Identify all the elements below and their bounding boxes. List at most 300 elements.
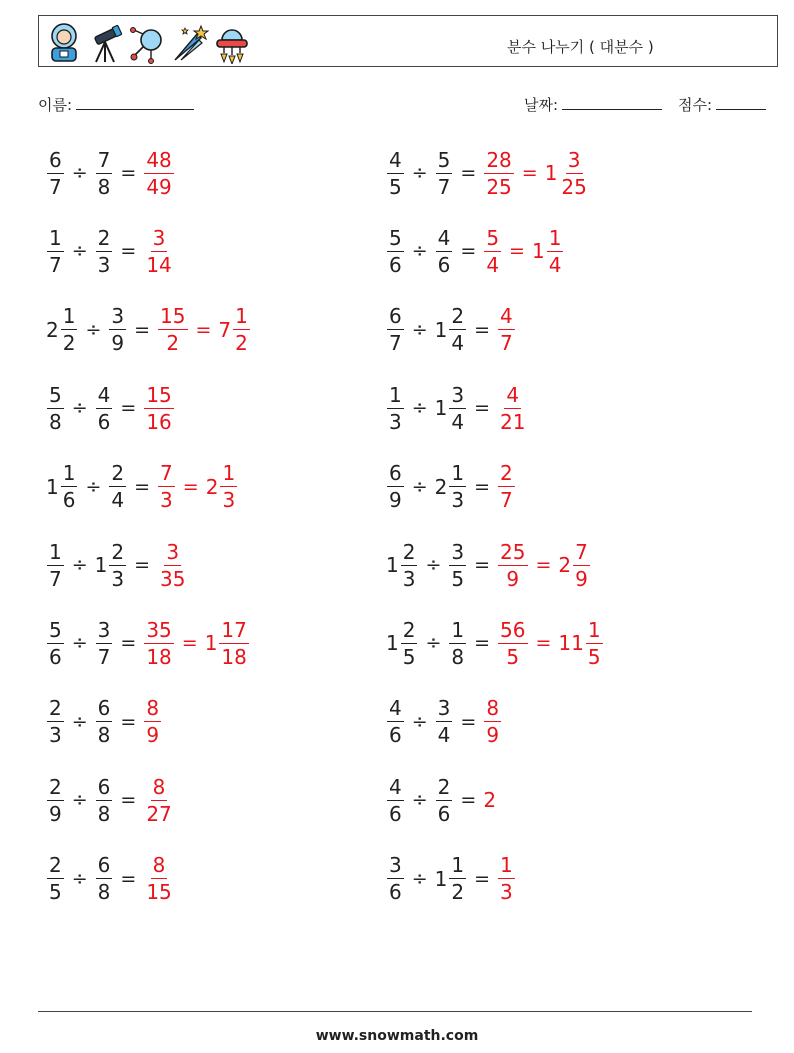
answer-mixed-denominator: 9 [575,566,588,591]
divisor-fraction [96,225,113,277]
equals-sign: = [120,162,137,184]
problem-10 [386,452,516,522]
divisor [434,461,467,513]
answer [143,147,174,199]
dividend-fraction [61,461,78,513]
answer-fraction [484,225,501,277]
answer-denominator: 15 [146,880,172,905]
equals-sign: = [460,162,477,184]
problem-2 [386,138,590,208]
divisor-whole: 2 [434,474,448,499]
equals-sign: = [474,318,491,341]
dividend-numerator: 2 [49,774,62,799]
divisor [95,774,114,826]
dividend-denominator: 6 [389,880,402,905]
equals-sign-mixed: = [521,162,538,184]
divisor-numerator: 1 [451,617,465,642]
equals-sign-mixed: = [182,475,199,498]
divisor [435,696,454,748]
equals-sign-mixed: = [535,632,552,655]
divisor-numerator: 1 [451,853,465,878]
answer-whole: 2 [483,788,497,813]
answer-denominator: 7 [500,331,513,356]
answer-mixed-whole: 2 [558,553,572,577]
answer-numerator: 1 [500,853,513,878]
answer-mixed [558,617,603,669]
answer-denominator: 7 [500,488,513,513]
dividend-fraction [47,382,64,434]
divisor-denominator: 8 [97,801,111,826]
equals-sign: = [120,397,137,420]
answer-mixed-whole: 7 [218,317,232,342]
divisor-denominator: 4 [437,723,451,748]
answer-mixed-denominator: 2 [235,331,248,356]
answer-mixed-fraction [219,617,248,669]
comet-icon [171,20,209,64]
problem-1 [46,138,175,208]
divisor-fraction [449,461,466,513]
footer-url: www.snowmath.com [315,1028,479,1044]
dividend-numerator: 2 [49,696,62,721]
answer-numerator: 3 [166,539,180,564]
dividend-numerator: 1 [49,225,62,250]
divisor-whole: 1 [434,866,448,891]
satellite-icon [129,20,167,64]
score-blank[interactable] [716,95,766,110]
answer-mixed-fraction [573,539,590,591]
dividend-fraction [387,304,404,356]
answer [497,304,516,356]
answer-denominator: 9 [506,566,520,591]
divisor-whole: 1 [94,553,108,577]
problem-3 [46,216,175,286]
divisor-numerator: 2 [451,304,465,329]
answer-mixed-whole: 11 [558,631,584,656]
divisor-denominator: 8 [451,644,465,669]
divisor [94,539,127,591]
equals-sign-mixed: = [509,240,525,263]
problem-4 [386,216,564,286]
equals-sign: = [460,789,477,812]
divisor-denominator: 4 [111,488,125,513]
divisor-fraction [449,539,466,591]
dividend-numerator: 4 [389,696,402,721]
dividend [386,304,405,356]
answer-denominator: 16 [146,409,172,434]
dividend-numerator: 4 [389,774,402,799]
answer-mixed-fraction [547,225,564,277]
divisor-fraction [436,147,453,199]
divisor-fraction [109,461,126,513]
header-box [38,15,778,67]
equals-sign: = [474,867,491,890]
divisor-denominator: 8 [97,174,111,199]
divisor [448,617,467,669]
dividend-numerator: 4 [389,147,402,172]
answer-denominator: 14 [146,252,172,277]
divisor [95,147,114,199]
dividend [386,147,405,199]
answer-mixed [218,304,250,356]
dividend-numerator: 1 [62,304,76,329]
divisor-denominator: 3 [451,488,465,513]
answer-numerator: 8 [152,774,166,799]
answer-fraction [498,853,515,905]
answer-denominator: 18 [146,644,172,669]
dividend-numerator: 2 [49,853,62,878]
divide-sign: ÷ [71,397,88,420]
answer-fraction [158,304,187,356]
answer [143,696,162,748]
divisor-denominator: 7 [437,174,451,199]
answer-denominator: 9 [146,723,160,748]
answer-mixed-denominator: 3 [222,488,236,513]
score-label: 점수: [678,96,713,114]
divisor-fraction [96,617,113,669]
answer-mixed-whole: 1 [544,161,558,185]
dividend-denominator: 6 [389,252,402,277]
answer [497,382,528,434]
dividend-denominator: 7 [389,331,402,356]
answer-fraction [498,539,527,591]
problem-7 [46,373,175,443]
answer [157,539,188,591]
divisor-numerator: 5 [437,147,451,172]
answer-numerator: 56 [500,617,526,642]
dividend-numerator: 5 [49,382,62,407]
answer-denominator: 4 [486,252,500,277]
dividend-numerator: 2 [402,539,416,564]
worksheet-title: 분수 나누기 ( 대분수 ) [507,38,654,56]
dividend [46,853,65,905]
answer-numerator: 7 [160,461,173,486]
answer [143,382,174,434]
answer-numerator: 4 [500,304,513,329]
divide-sign: ÷ [411,240,428,263]
answer [483,225,502,277]
dividend-whole: 1 [46,474,59,499]
divisor-fraction [96,696,113,748]
divisor-fraction [96,853,113,905]
equals-sign: = [460,240,477,263]
answer [497,853,516,905]
answer-denominator: 27 [146,801,172,826]
answer-mixed-fraction [233,304,250,356]
divisor [95,853,114,905]
dividend-denominator: 8 [49,409,62,434]
divisor-denominator: 6 [437,252,451,277]
answer-fraction [144,853,173,905]
dividend [386,696,405,748]
divisor [95,617,114,669]
divisor [435,147,454,199]
dividend [386,853,405,905]
answer-mixed [204,617,250,669]
answer [143,617,174,669]
answer-mixed-numerator: 1 [222,461,236,486]
divisor-numerator: 3 [451,382,465,407]
divisor [435,225,454,277]
divide-sign: ÷ [411,710,428,733]
answer [143,225,174,277]
divisor-fraction [449,304,466,356]
divisor [108,304,127,356]
equals-sign: = [120,632,137,655]
answer [497,617,528,669]
divisor-denominator: 8 [97,880,111,905]
divisor [95,225,114,277]
dividend-numerator: 1 [62,461,76,486]
divisor-fraction [109,304,126,356]
answer-fraction [498,304,515,356]
problem-9 [46,452,238,522]
answer-mixed-numerator: 1 [548,225,562,250]
dividend-whole: 1 [386,631,399,656]
dividend-fraction [401,617,418,669]
answer-denominator: 3 [500,880,513,905]
answer-mixed [558,539,590,591]
problem-11 [46,530,189,600]
divisor-denominator: 9 [111,331,125,356]
divide-sign: ÷ [425,632,442,655]
dividend-fraction [401,539,418,591]
score-field [678,94,766,115]
divide-sign: ÷ [71,789,88,812]
dividend [46,696,65,748]
divisor-fraction [436,225,453,277]
divisor-fraction [449,382,466,434]
ufo-icon [213,20,251,64]
answer [157,304,188,356]
problem-15 [46,687,162,757]
divisor-numerator: 3 [111,304,125,329]
divisor-numerator: 4 [437,225,451,250]
dividend-denominator: 7 [49,566,62,591]
divide-sign: ÷ [71,240,88,263]
answer-fraction [484,696,501,748]
answer-numerator: 8 [152,853,166,878]
divisor-numerator: 2 [97,225,111,250]
divisor [434,382,467,434]
answer-numerator: 4 [506,382,520,407]
problem-13 [46,608,250,678]
dividend-fraction [47,147,64,199]
dividend-fraction [47,696,64,748]
dividend-denominator: 5 [402,644,416,669]
answer-mixed-numerator: 1 [235,304,248,329]
answer-denominator: 35 [160,566,186,591]
answer-mixed-whole: 1 [531,239,545,264]
divide-sign: ÷ [71,710,88,733]
problem-18 [386,765,497,835]
dividend-numerator: 6 [49,147,62,172]
problem-6 [386,295,516,365]
answer-fraction [158,539,187,591]
equals-sign: = [134,318,151,341]
answer-numerator: 5 [486,225,500,250]
answer-numerator: 35 [146,617,172,642]
divisor-numerator: 2 [437,774,451,799]
answer [483,147,514,199]
dividend [46,774,65,826]
answer-mixed-fraction [586,617,603,669]
dividend-fraction [47,853,64,905]
answer-mixed-numerator: 17 [221,617,247,642]
divisor-numerator: 3 [451,539,465,564]
dividend-whole: 2 [46,317,59,342]
telescope-icon [87,20,125,64]
dividend [46,147,65,199]
dividend-fraction [387,461,404,513]
divide-sign: ÷ [71,554,88,576]
dividend-fraction [387,853,404,905]
dividend-denominator: 6 [389,801,402,826]
divisor-numerator: 7 [97,147,111,172]
answer-denominator: 21 [500,409,526,434]
answer-mixed-numerator: 7 [575,539,588,564]
dividend-numerator: 6 [389,461,402,486]
dividend-fraction [387,382,404,434]
answer-fraction [498,461,515,513]
dividend-denominator: 9 [389,488,402,513]
divisor-numerator: 3 [437,696,451,721]
answer-numerator: 8 [146,696,160,721]
answer-numerator: 28 [486,147,512,172]
problem-5 [46,295,251,365]
divisor-denominator: 6 [437,801,451,826]
answer-mixed-numerator: 3 [567,147,581,172]
divisor-denominator: 7 [97,644,111,669]
divisor-fraction [96,774,113,826]
dividend-fraction [387,147,404,199]
answer-mixed-whole: 2 [205,474,219,499]
dividend [46,304,78,356]
answer-mixed-fraction [559,147,588,199]
dividend-denominator: 6 [62,488,76,513]
equals-sign: = [460,710,477,733]
divisor-whole: 1 [434,396,448,421]
problem-19 [46,844,175,914]
dividend [386,382,405,434]
equals-sign-mixed: = [535,554,552,576]
divisor-denominator: 6 [97,409,111,434]
divisor-denominator: 3 [111,566,125,591]
dividend-fraction [387,696,404,748]
answer-fraction [484,147,513,199]
dividend [46,617,65,669]
divisor-fraction [449,853,466,905]
divisor-numerator: 2 [111,539,125,564]
divide-sign: ÷ [411,789,428,812]
divisor [434,853,467,905]
equals-sign: = [120,240,137,263]
answer-mixed-fraction [220,461,237,513]
problem-12 [386,530,591,600]
problem-16 [386,687,502,757]
answer-mixed-numerator: 1 [587,617,601,642]
answer-mixed-denominator: 25 [561,174,587,199]
dividend-numerator: 5 [389,225,402,250]
divide-sign: ÷ [71,867,88,890]
answer-fraction [144,617,173,669]
name-blank[interactable] [76,95,194,110]
dividend-fraction [47,617,64,669]
dividend-denominator: 3 [389,409,402,434]
divide-sign: ÷ [411,475,428,498]
answer-numerator: 2 [500,461,513,486]
answer-fraction [144,774,173,826]
divisor-denominator: 5 [451,566,465,591]
dividend [386,774,405,826]
dividend-fraction [61,304,78,356]
dividend-fraction [47,225,64,277]
divisor-fraction [96,382,113,434]
dividend-numerator: 5 [49,617,62,642]
dividend-denominator: 5 [389,174,402,199]
dividend-denominator: 2 [62,331,76,356]
problem-20 [386,844,516,914]
dividend-numerator: 2 [402,617,416,642]
answer-fraction [144,147,173,199]
answer [157,461,176,513]
dividend [46,225,65,277]
date-blank[interactable] [562,95,662,110]
header-icons [45,20,251,64]
problem-8 [386,373,529,443]
divisor [435,774,454,826]
dividend-denominator: 5 [49,880,62,905]
dividend-numerator: 1 [389,382,402,407]
answer-fraction [144,225,173,277]
answer-mixed-denominator: 18 [221,644,247,669]
answer-denominator: 5 [506,644,520,669]
divisor-numerator: 1 [451,461,465,486]
date-label: 날짜: [524,96,559,114]
equals-sign: = [120,789,137,812]
equals-sign-mixed: = [181,632,198,655]
divisor-numerator: 3 [97,617,111,642]
dividend [386,539,418,591]
answer-fraction [498,382,527,434]
equals-sign: = [134,475,151,498]
divisor [448,539,467,591]
answer-numerator: 15 [160,304,186,329]
divisor-numerator: 2 [111,461,125,486]
dividend [46,382,65,434]
dividend-denominator: 7 [49,174,62,199]
divide-sign: ÷ [425,554,442,576]
dividend-fraction [387,774,404,826]
dividend [46,539,65,591]
equals-sign: = [120,867,137,890]
equals-sign: = [120,710,137,733]
divide-sign: ÷ [85,318,102,341]
answer [143,774,174,826]
equals-sign-mixed: = [195,318,212,341]
dividend-numerator: 1 [49,539,62,564]
answer [497,539,528,591]
answer-numerator: 15 [146,382,172,407]
dividend-fraction [387,225,404,277]
divide-sign: ÷ [71,162,88,184]
problem-17 [46,765,175,835]
divisor-numerator: 6 [97,853,111,878]
divisor [434,304,467,356]
answer [143,853,174,905]
divisor-fraction [109,539,126,591]
dividend-denominator: 3 [402,566,416,591]
answer-fraction [158,461,175,513]
